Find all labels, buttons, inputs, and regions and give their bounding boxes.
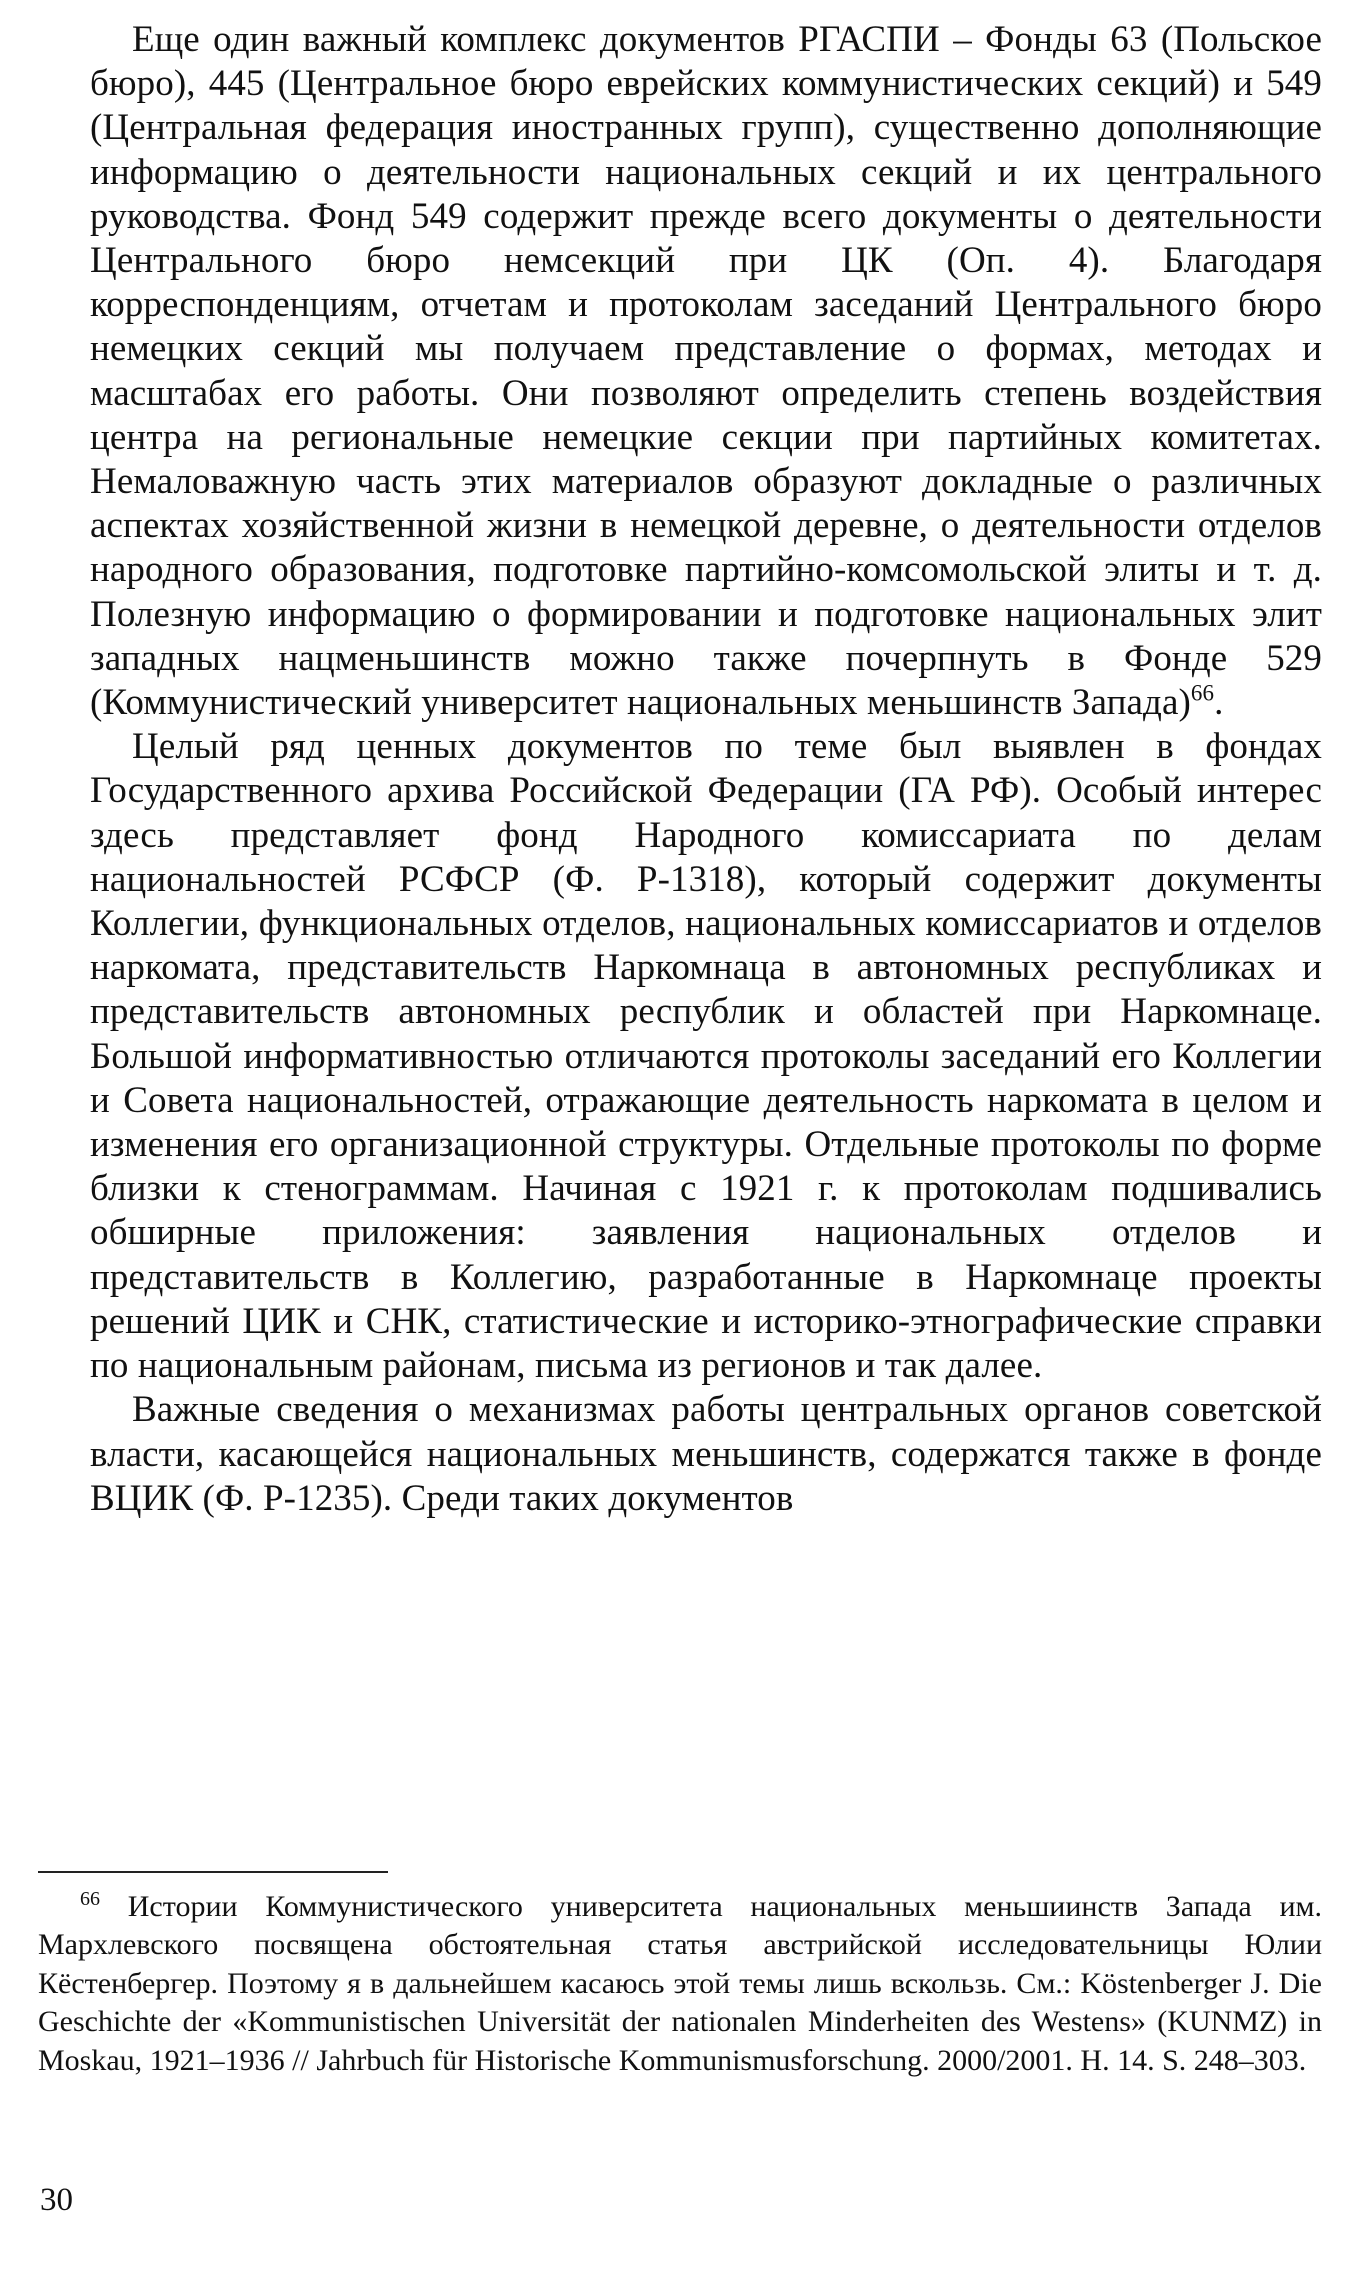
footnote-paragraph (38, 1888, 1322, 2080)
main-text (90, 18, 1322, 1521)
paragraph-1-text: Еще один важный комплекс документов РГАСПИ – Фонды 63 (Польское бюро), 445 (Центральное бюро еврейских коммунистических секций) и 549 (Центральная федерация иностранных групп), существенно дополняющие информацию о деятельности национальных секций и их центрального руководства. Фонд 549 содержит прежде всего документы о деятельности Центрального бюро немсекций при ЦК (Оп. 4). Благодаря корреспонденциям, отчетам и протоколам заседаний Центрального бюро немецких секций мы получаем представление о формах, методах и масштабах его работы. Они позволяют определить степень воздействия центра на региональные немецкие секции при партийных комитетах. Немаловажную часть этих материалов образуют докладные о различных аспектах хозяйственной жизни в немецкой деревне, о деятельности отделов народного образования, подготовке партийно-комсомольской элиты и т. д. Полезную информацию о формировании и подготовке национальных элит западных нацменьшинств можно также почерпнуть в Фонде 529 (Коммунистический университет национальных меньшинств Запада) (90, 19, 1322, 724)
footnote-reference[interactable]: 66 (1190, 680, 1215, 706)
paragraph-1 (90, 18, 1322, 725)
paragraph-3: Важные сведения о механизмах работы центральных органов советской власти, касающейся национальных меньшинств, содержатся также в фонде ВЦИК (Ф. Р-1235). Среди таких документов (90, 1389, 1322, 1519)
paragraph-2: Целый ряд ценных документов по теме был выявлен в фондах Государственного архива Российской Федерации (ГА РФ). Особый интерес здесь представляет фонд Народного комиссариата по делам национальностей РСФСР (Ф. Р-1318), который содержит документы Коллегии, функциональных отделов, национальных комиссариатов и отделов наркомата, представительств Наркомнаца в автономных республиках и представительств автономных республик и областей при Наркомнаце. Большой информативностью отличаются протоколы заседаний его Коллегии и Совета национальностей, отражающие деятельность наркомата в целом и изменения его организационной структуры. Отдельные протоколы по форме близки к стенограммам. Начиная с 1921 г. к протоколам подшивались обширные приложения: заявления национальных отделов и представительств в Коллегию, разработанные в Наркомнаце проекты решений ЦИК и СНК, статистические и историко-этнографические справки по национальным районам, письма из регионов и так далее. (90, 726, 1322, 1387)
footnote-text: Истории Коммунистического университета национальных меньшиинств Запада им. Мархлевского посвящена обстоятельная статья австрийской исследовательницы Юлии Кёстенбергер. Поэтому я в дальнейшем касаюсь этой темы лишь вскользь. См.: Köstenberger J. Die Geschichte der «Kommunistischen Universität der nationalen Minderheiten des Westens» (KUNMZ) in Moskau, 1921–1936 // Jahrbuch für Historische Kommunismusforschung. 2000/2001. H. 14. S. 248–303. (38, 1890, 1322, 2077)
page-number: 30 (40, 2182, 73, 2218)
footnote-number: 66 (80, 1888, 100, 1910)
footnote-divider (38, 1871, 388, 1873)
paragraph-1-end: . (1214, 682, 1224, 724)
footnote (38, 1888, 1322, 2080)
